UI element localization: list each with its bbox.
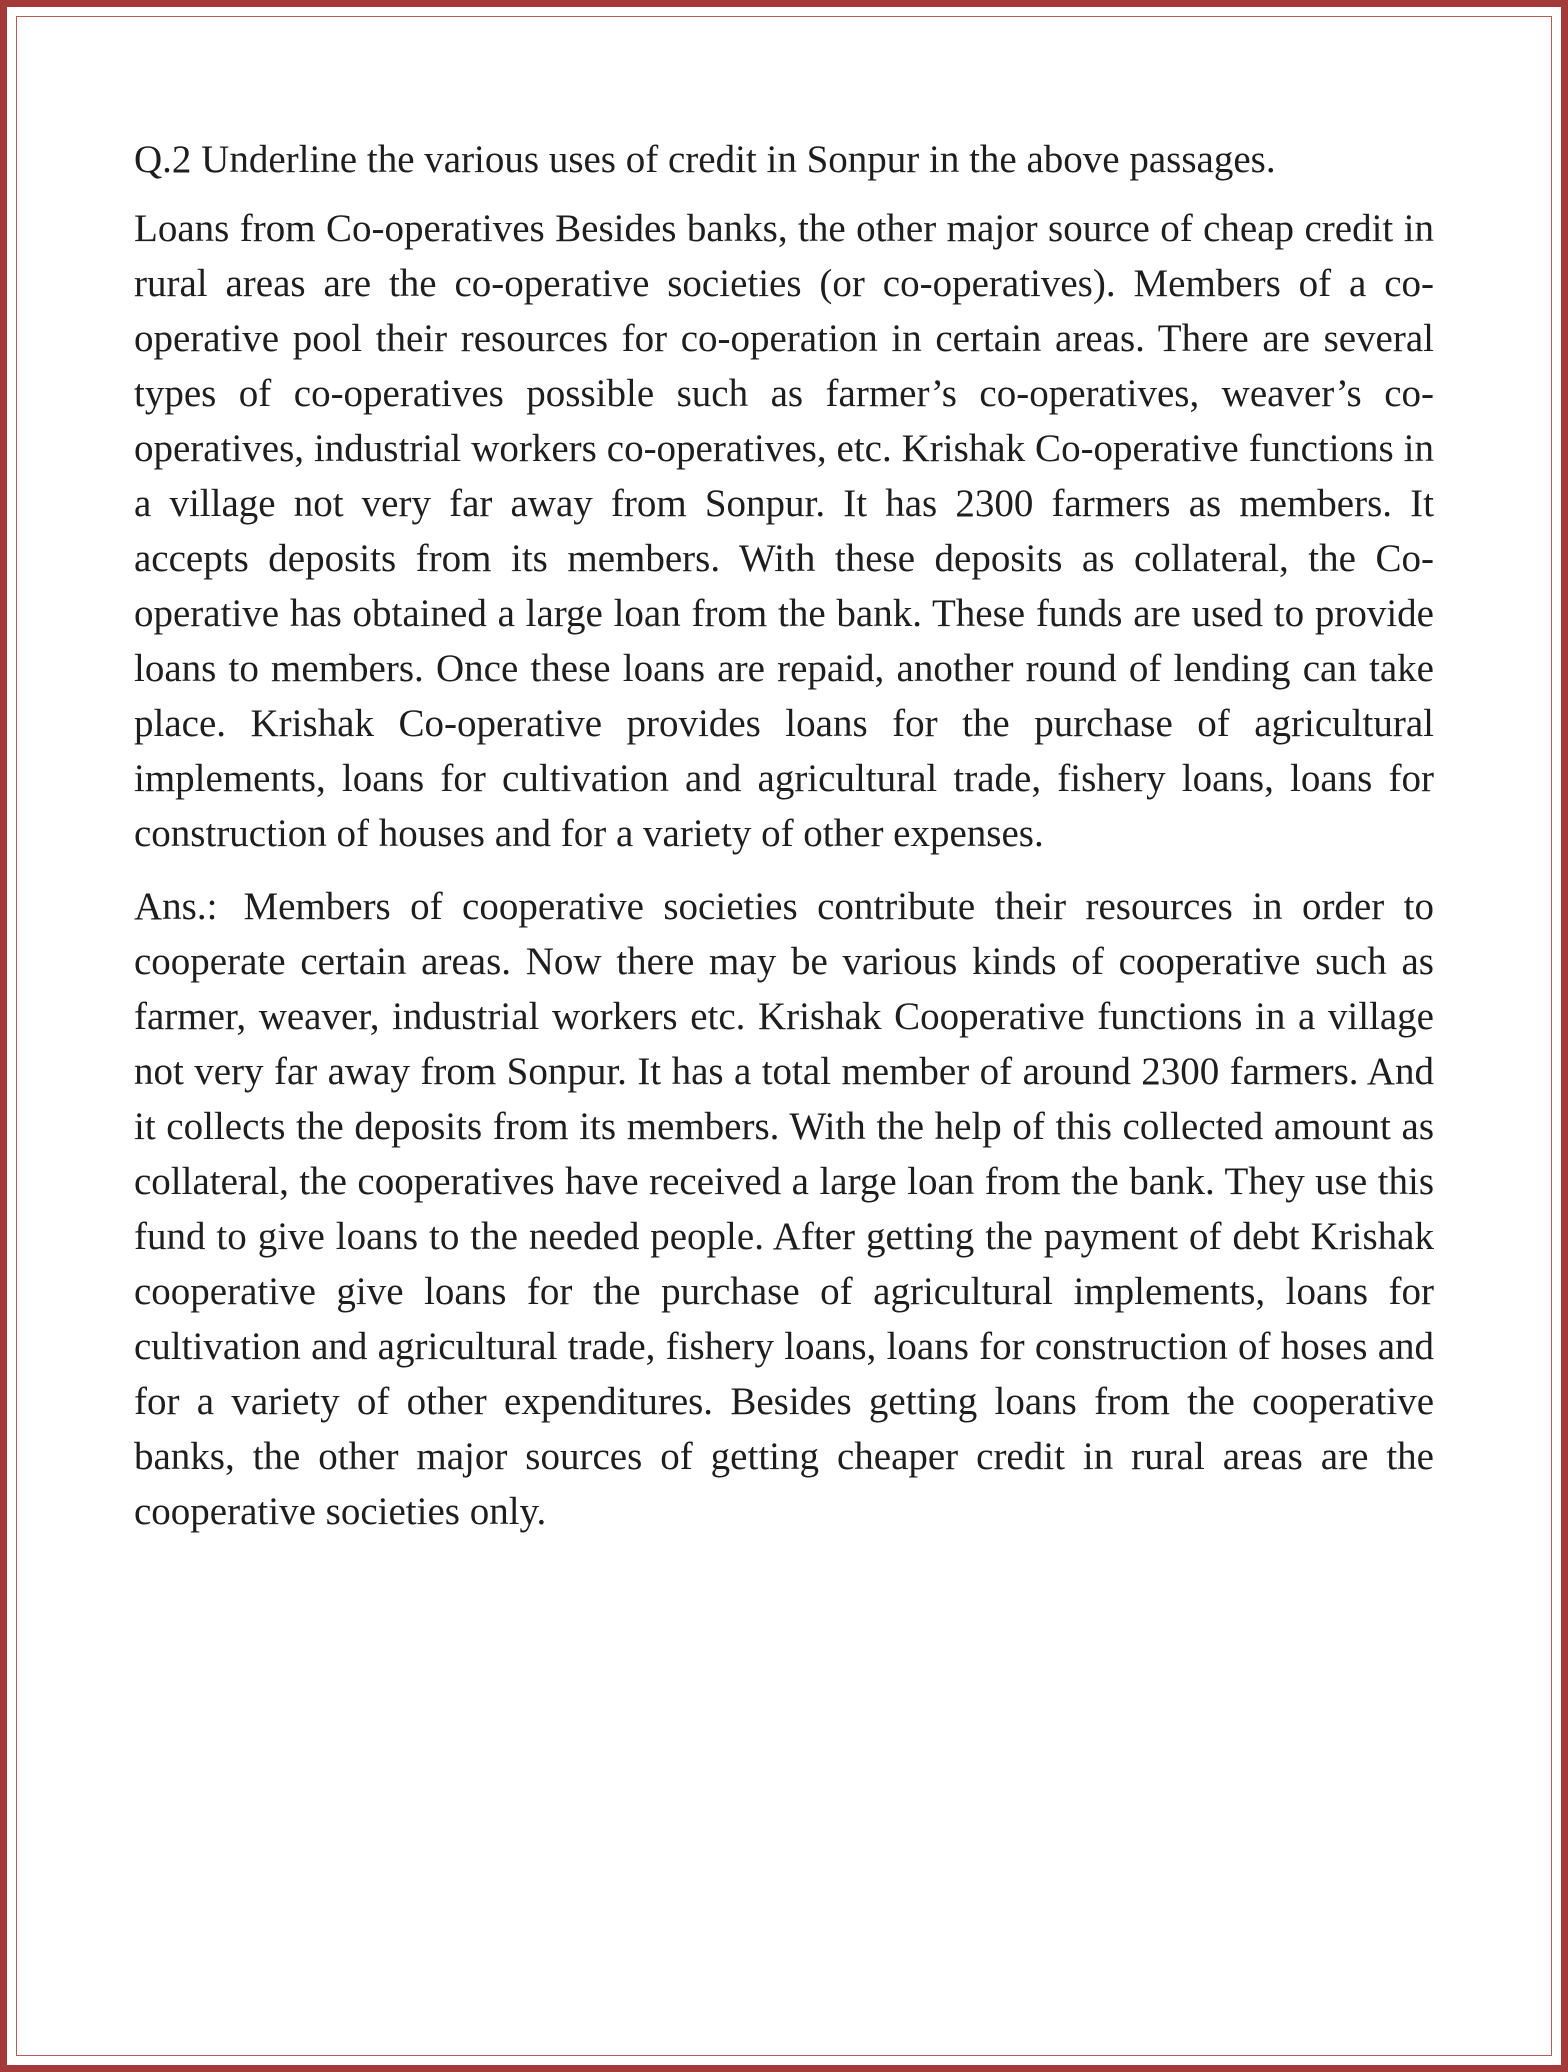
question-text: Q.2 Underline the various uses of credit in Sonpur in the above passages. — [134, 138, 1276, 181]
answer-paragraph — [134, 879, 1434, 1539]
document-body — [134, 132, 1434, 1539]
answer-label: Ans.: — [134, 885, 218, 928]
passage-text: Loans from Co-operatives Besides banks, the other major source of cheap credit in rural areas are the co-operative societies (or co-operatives). Members of a co-operative pool their resources for co-operation in certain areas. There are several types of co-operatives possible such as farmer’s co-operatives, weaver’s co-operatives, industrial workers co-operatives, etc. Krishak Co-operative functions in a village not very far away from Sonpur. It has 2300 farmers as members. It accepts deposits from its members. With these deposits as collateral, the Co-operative has obtained a large loan from the bank. These funds are used to provide loans to members. Once these loans are repaid, another round of lending can take place. Krishak Co-operative provides loans for the purchase of agricultural implements, loans for cultivation and agricultural trade, fishery loans, loans for construction of houses and for a variety of other expenses. — [134, 207, 1434, 855]
answer-text: Members of cooperative societies contribute their resources in order to cooperate certain areas. Now there may be various kinds of cooperative such as farmer, weaver, industrial workers etc. Krishak Cooperative functions in a village not very far away from Sonpur. It has a total member of around 2300 farmers. And it collects the deposits from its members. With the help of this collected amount as collateral, the cooperatives have received a large loan from the bank. They use this fund to give loans to the needed people. After getting the payment of debt Krishak cooperative give loans for the purchase of agricultural implements, loans for cultivation and agricultural trade, fishery loans, loans for construction of hoses and for a variety of other expenditures. Besides getting loans from the cooperative banks, the other major sources of getting cheaper credit in rural areas are the cooperative societies only. — [134, 885, 1434, 1533]
